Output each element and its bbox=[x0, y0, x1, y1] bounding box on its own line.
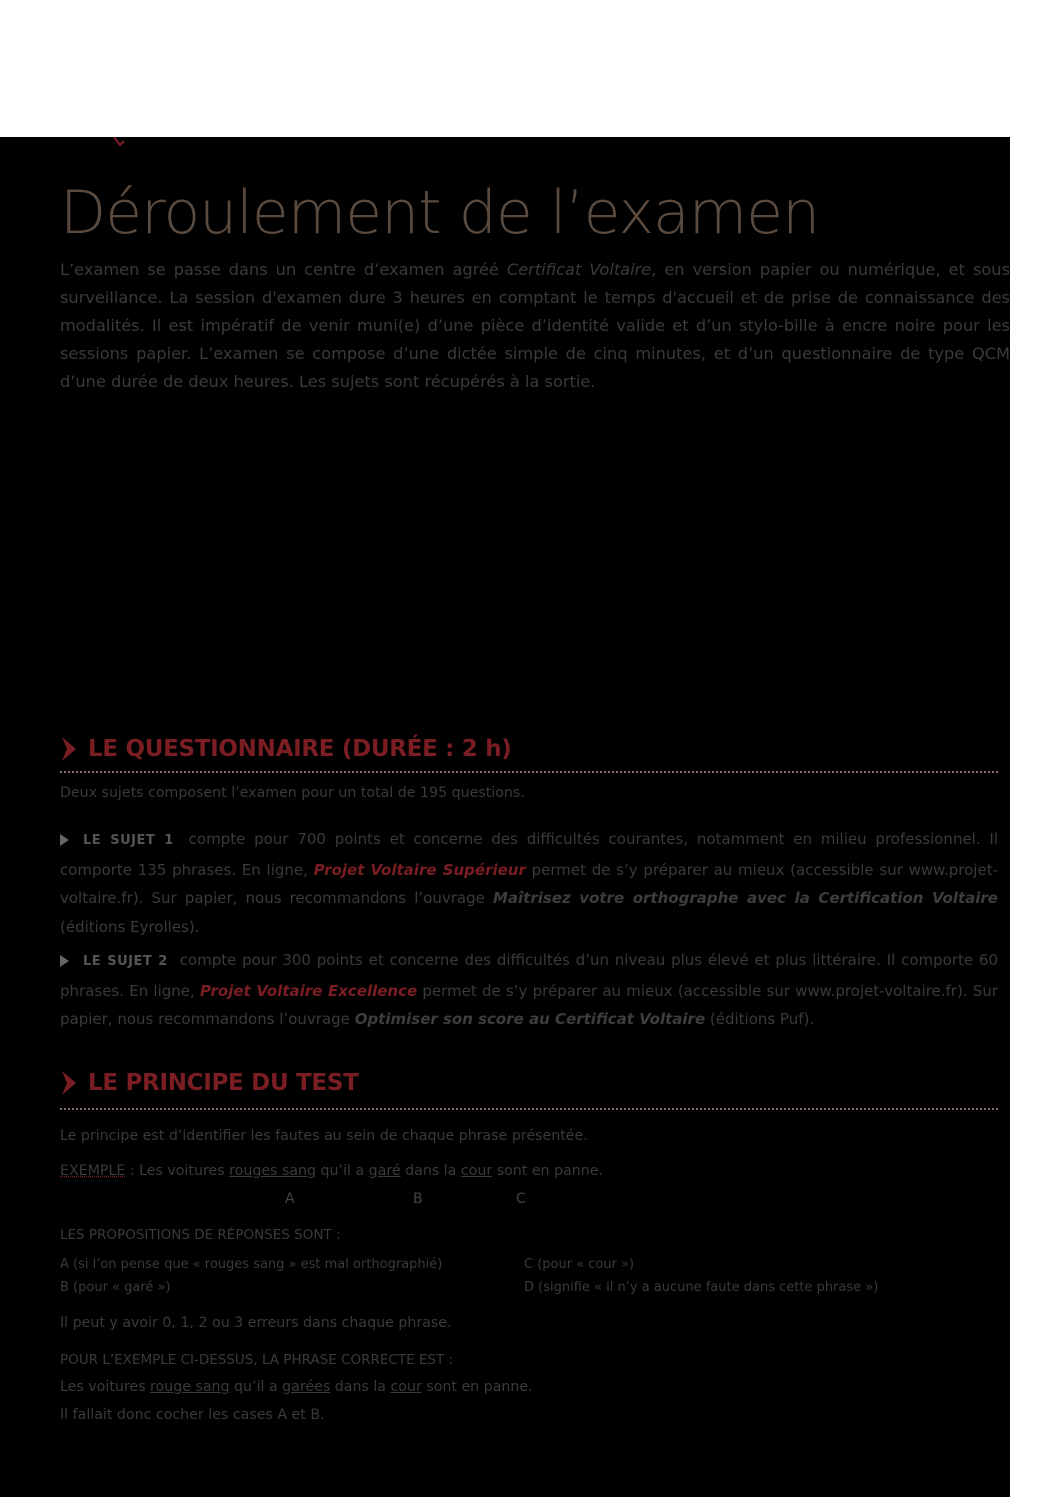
sujet-2-paragraph: LE SUJET 2 compte pour 300 points et concerne des difficultés d’un niveau plus élevé et plus littéraire. Il comporte 60 phrases. En ligne, Projet Voltaire Excellence permet de s’y préparer au mieux (accessible sur www.projet-voltaire.fr). Sur papier, nous recommandons l’ouvrage Optimiser son score au Certificat Voltaire (éditions Puf). bbox=[60, 951, 999, 1028]
questionnaire-summary: Deux sujets composent l’examen pour un total de 195 questions. bbox=[60, 785, 525, 801]
section-questionnaire bbox=[60, 736, 512, 762]
triangle-bullet-icon bbox=[60, 955, 69, 967]
correct-title: POUR L’EXEMPLE CI-DESSUS, LA PHRASE CORRECTE EST : bbox=[60, 1352, 454, 1368]
errors-note: Il peut y avoir 0, 1, 2 ou 3 erreurs dans chaque phrase. bbox=[60, 1315, 452, 1331]
page-title: Déroulement de l’examen bbox=[60, 178, 820, 248]
product-link: Projet Voltaire Excellence bbox=[199, 981, 418, 1000]
proposition-c: C (pour « cour ») bbox=[524, 1257, 635, 1272]
propositions-title: LES PROPOSITIONS DE RÉPONSES SONT : bbox=[60, 1227, 341, 1243]
sujet-label: LE SUJET 1 bbox=[83, 833, 174, 848]
example-sentence: EXEMPLE : Les voitures rouges sang qu’il a garé dans la cour sont en panne. bbox=[60, 1163, 603, 1179]
book-title: Maîtrisez votre orthographe avec la Certification Voltaire bbox=[492, 889, 998, 907]
choice-letter-c: C bbox=[516, 1191, 526, 1207]
book-title: Optimiser son score au Certificat Voltaire bbox=[354, 1010, 706, 1028]
chevron-right-icon bbox=[60, 736, 80, 762]
product-link: Projet Voltaire Supérieur bbox=[313, 860, 526, 879]
proposition-b: B (pour « garé ») bbox=[60, 1280, 171, 1295]
choice-letter-b: B bbox=[413, 1191, 423, 1207]
choice-letter-a: A bbox=[285, 1191, 295, 1207]
correct-sentence: Les voitures rouge sang qu’il a garées dans la cour sont en panne. bbox=[60, 1379, 533, 1395]
chevron-mark-icon bbox=[112, 137, 126, 151]
section-principe bbox=[60, 1070, 359, 1096]
sujet-1-paragraph: LE SUJET 1 compte pour 700 points et concerne des difficultés courantes, notamment en milieu professionnel. Il comporte 135 phrases. En ligne, Projet Voltaire Supérieur permet de s’y préparer au mieux (accessible sur www.projet-voltaire.fr). Sur papier, nous recommandons l’ouvrage Maîtrisez votre orthographe avec la Certification Voltaire (éditions Eyrolles). bbox=[60, 830, 999, 936]
triangle-bullet-icon bbox=[60, 834, 69, 846]
brand-name: Certificat Voltaire bbox=[506, 260, 652, 279]
sujet-label: LE SUJET 2 bbox=[83, 954, 168, 969]
proposition-a: A (si l’on pense que « rouges sang » est mal orthographié) bbox=[60, 1257, 443, 1272]
principe-intro: Le principe est d’identifier les fautes au sein de chaque phrase présentée. bbox=[60, 1128, 588, 1144]
proposition-d: D (signifie « il n’y a aucune faute dans cette phrase ») bbox=[524, 1280, 879, 1295]
intro-paragraph: L’examen se passe dans un centre d’examen agréé Certificat Voltaire, en version papier ou numérique, et sous surveillance. La session d'examen dure 3 heures en comptant le temps d'accueil et de prise de connaissance des modalités. Il est impératif de venir muni(e) d’une pièce d’identité valide et d’un stylo-bille à encre noire pour les sessions papier. L’examen se compose d’une dictée simple de cinq minutes, et d’un questionnaire de type QCM d’une durée de deux heures. Les sujets sont récupérés à la sortie. bbox=[60, 260, 1011, 391]
chevron-right-icon bbox=[60, 1070, 80, 1096]
section-heading: LE QUESTIONNAIRE (DURÉE : 2 h) bbox=[88, 736, 512, 762]
example-label: EXEMPLE bbox=[60, 1163, 126, 1179]
conclusion: Il fallait donc cocher les cases A et B. bbox=[60, 1407, 325, 1423]
section-divider bbox=[60, 771, 998, 773]
section-heading: LE PRINCIPE DU TEST bbox=[88, 1070, 359, 1096]
section-divider bbox=[60, 1108, 998, 1110]
